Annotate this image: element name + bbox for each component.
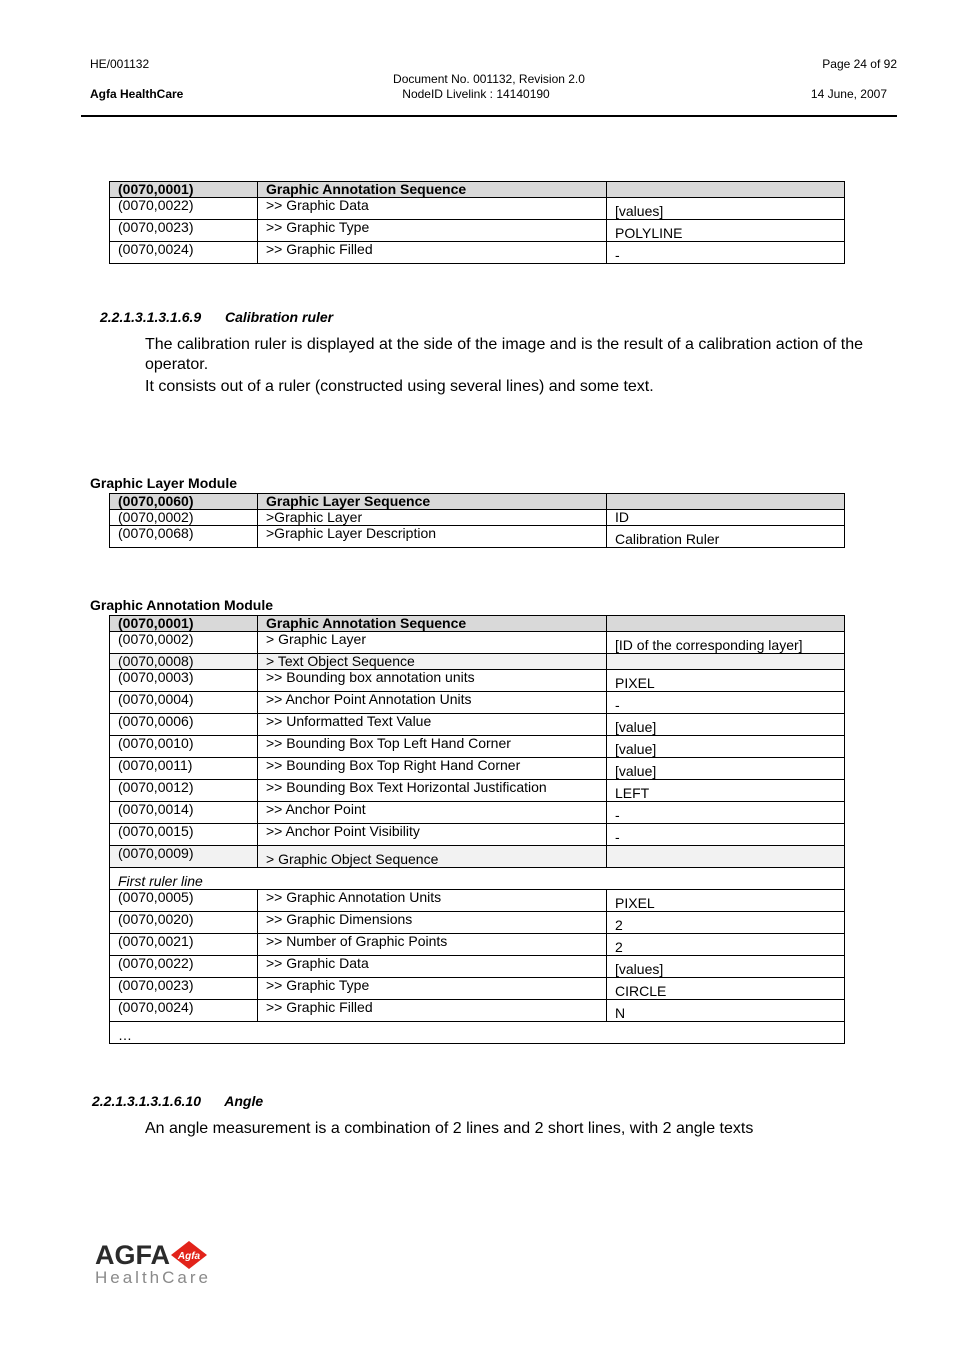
table-cell: PIXEL	[607, 890, 845, 912]
table-header-row	[110, 494, 845, 510]
table-row	[110, 198, 845, 220]
table-row	[110, 220, 845, 242]
table-cell: > Text Object Sequence	[258, 654, 607, 670]
table-row	[110, 510, 845, 526]
table-cell: (0070,0001)	[110, 616, 258, 632]
table-cell: [value]	[607, 736, 845, 758]
table-row	[110, 692, 845, 714]
table-row	[110, 934, 845, 956]
table-cell: LEFT	[607, 780, 845, 802]
table-cell: (0070,0010)	[110, 736, 258, 758]
table-cell: >> Graphic Filled	[258, 1000, 607, 1022]
table-cell: >Graphic Layer	[258, 510, 607, 526]
table-cell: (0070,0021)	[110, 934, 258, 956]
section-number: 2.2.1.3.1.3.1.6.9	[100, 309, 202, 325]
node-id: NodeID Livelink : 14140190	[402, 87, 550, 101]
table-cell: -	[607, 824, 845, 846]
table-cell: >> Unformatted Text Value	[258, 714, 607, 736]
table-row	[110, 802, 845, 824]
table-row	[110, 890, 845, 912]
section-number: 2.2.1.3.1.3.1.6.10	[92, 1093, 201, 1109]
section-paragraph: An angle measurement is a combination of 2 lines and 2 short lines, with 2 angle texts	[145, 1120, 754, 1137]
table-cell: >> Anchor Point Visibility	[258, 824, 607, 846]
agfa-healthcare-logo	[95, 1240, 215, 1290]
table-cell: (0070,0006)	[110, 714, 258, 736]
table-cell: (0070,0003)	[110, 670, 258, 692]
table-cell: >> Bounding Box Top Left Hand Corner	[258, 736, 607, 758]
table-cell: Graphic Layer Sequence	[258, 494, 607, 510]
table-cell: (0070,0005)	[110, 890, 258, 912]
table-cell: (0070,0020)	[110, 912, 258, 934]
table-header-row	[110, 182, 845, 198]
table-row	[110, 912, 845, 934]
table-cell: -	[607, 802, 845, 824]
table-row	[110, 242, 845, 264]
table-header-row	[110, 616, 845, 632]
table-row	[110, 526, 845, 548]
table-cell: > Graphic Layer	[258, 632, 607, 654]
table-row	[110, 956, 845, 978]
table-cell: >> Graphic Type	[258, 220, 607, 242]
table-cell: > Graphic Object Sequence	[258, 846, 607, 868]
table-cell	[607, 494, 845, 510]
table-row	[110, 714, 845, 736]
logo-subtitle: HealthCare	[95, 1268, 211, 1287]
agfa-rhombus-icon	[169, 1240, 209, 1270]
table-row	[110, 846, 845, 868]
table-row	[110, 670, 845, 692]
doc-id: HE/001132	[90, 57, 150, 71]
table-cell: >> Graphic Data	[258, 956, 607, 978]
table-row	[110, 978, 845, 1000]
table-cell: (0070,0011)	[110, 758, 258, 780]
table-graphic-layer-module	[109, 493, 845, 548]
table-cell: >> Graphic Data	[258, 198, 607, 220]
table-ellipsis: …	[110, 1022, 845, 1044]
table-cell: (0070,0023)	[110, 220, 258, 242]
table-cell: [values]	[607, 198, 845, 220]
table-cell: (0070,0014)	[110, 802, 258, 824]
module-label: Graphic Layer Module	[90, 475, 238, 491]
header-rule	[81, 115, 897, 117]
table-cell: -	[607, 242, 845, 264]
table-cell: (0070,0023)	[110, 978, 258, 1000]
table-cell	[607, 182, 845, 198]
section-heading-angle	[92, 1093, 263, 1109]
table-cell: (0070,0015)	[110, 824, 258, 846]
table-cell: (0070,0024)	[110, 242, 258, 264]
table-cell: (0070,0002)	[110, 632, 258, 654]
table-subheading: First ruler line	[110, 868, 845, 890]
table-row	[110, 654, 845, 670]
table-cell: PIXEL	[607, 670, 845, 692]
table-cell: (0070,0008)	[110, 654, 258, 670]
table-cell: >> Anchor Point	[258, 802, 607, 824]
section-heading-calibration-ruler	[100, 309, 333, 325]
table-cell	[607, 654, 845, 670]
table-cell: (0070,0022)	[110, 956, 258, 978]
header-date: 14 June, 2007	[810, 87, 887, 101]
table-cell: N	[607, 1000, 845, 1022]
page-number: Page 24 of 92	[822, 57, 897, 71]
table-cell: >> Graphic Annotation Units	[258, 890, 607, 912]
table-cell: POLYLINE	[607, 220, 845, 242]
table-cell: CIRCLE	[607, 978, 845, 1000]
section-title: Angle	[224, 1093, 264, 1109]
table-cell: -	[607, 692, 845, 714]
table-cell: (0070,0068)	[110, 526, 258, 548]
table-cell: >> Anchor Point Annotation Units	[258, 692, 607, 714]
table-cell: (0070,0004)	[110, 692, 258, 714]
logo-badge-text: Agfa	[177, 1251, 201, 1262]
logo-wordmark: AGFA	[95, 1240, 171, 1270]
section-paragraph: The calibration ruler is displayed at the side of the image and is the result of a calibration action of the operator.	[145, 336, 863, 373]
table-cell: >> Bounding box annotation units	[258, 670, 607, 692]
table-cell: >> Bounding Box Text Horizontal Justification	[258, 780, 607, 802]
table-cell: Calibration Ruler	[607, 526, 845, 548]
table-cell: (0070,0060)	[110, 494, 258, 510]
table-cell: >> Graphic Filled	[258, 242, 607, 264]
table-cell: [value]	[607, 758, 845, 780]
table-row	[110, 758, 845, 780]
table-cell: [value]	[607, 714, 845, 736]
table-cell: [ID of the corresponding layer]	[607, 632, 845, 654]
table-cell: (0070,0002)	[110, 510, 258, 526]
table-cell	[607, 846, 845, 868]
table-cell	[607, 616, 845, 632]
table-row	[110, 1000, 845, 1022]
table-cell: 2	[607, 912, 845, 934]
table-cell: >> Graphic Dimensions	[258, 912, 607, 934]
table-cell: (0070,0001)	[110, 182, 258, 198]
table-cell: Graphic Annotation Sequence	[258, 616, 607, 632]
company-name: Agfa HealthCare	[90, 87, 184, 101]
table-cell: >> Bounding Box Top Right Hand Corner	[258, 758, 607, 780]
section-paragraph: It consists out of a ruler (constructed using several lines) and some text.	[145, 378, 654, 395]
table-graphic-annotation-top	[109, 181, 845, 264]
table-cell: >Graphic Layer Description	[258, 526, 607, 548]
table-row	[110, 824, 845, 846]
table-cell: ID	[607, 510, 845, 526]
table-row	[110, 780, 845, 802]
table-cell: Graphic Annotation Sequence	[258, 182, 607, 198]
module-label: Graphic Annotation Module	[90, 597, 274, 613]
table-subheading-row	[110, 868, 845, 890]
table-cell: 2	[607, 934, 845, 956]
table-cell: (0070,0022)	[110, 198, 258, 220]
table-cell: [values]	[607, 956, 845, 978]
table-cell: (0070,0009)	[110, 846, 258, 868]
table-cell: (0070,0012)	[110, 780, 258, 802]
table-row	[110, 736, 845, 758]
table-row	[110, 632, 845, 654]
doc-number: Document No. 001132, Revision 2.0	[393, 72, 585, 86]
table-cell: >> Number of Graphic Points	[258, 934, 607, 956]
section-title: Calibration ruler	[224, 309, 334, 325]
table-graphic-annotation-module	[109, 615, 845, 1044]
table-cell: (0070,0024)	[110, 1000, 258, 1022]
table-row	[110, 1022, 845, 1044]
table-cell: >> Graphic Type	[258, 978, 607, 1000]
